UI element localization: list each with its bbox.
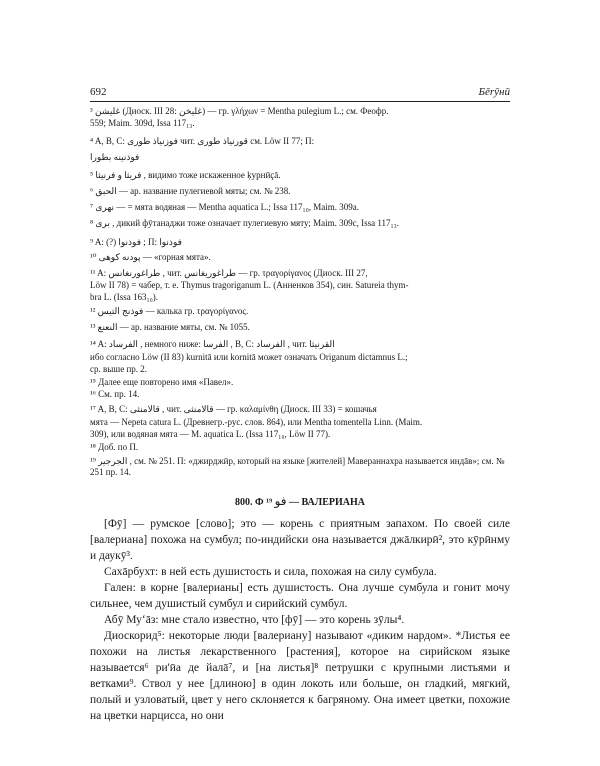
article-arabic: فو: [274, 494, 287, 508]
footnote-line: ¹⁹ الجرجير , см. № 251. П: «джирджӣр, который на языке [жителей] Мавераннахра называется индāв»; см. № 251 пр. 14.: [90, 456, 505, 477]
body-paragraph: [Фӯ] — румское [слово]; это — корень с приятным запахом. По своей силе [валериана] похожа на сумбул; по-индийски она называется джāлкирӣ², это кӯрӣнму и даукӯ³.: [90, 518, 510, 562]
body-paragraph: Сахāрбухт: в ней есть душистость и сила, похожая на силу сумбула.: [104, 566, 437, 578]
footnote-line: ⁵ فريثا و فرنيثا , видимо тоже искаженное ḳурнӣҫā.: [90, 170, 281, 180]
footnote-line: ³ غليشن (Диоск. III 28: غليخن) — гр. γλήχων = Mentha pulegium L.; см. Феофр.: [90, 106, 389, 116]
footnote-line: ¹⁷ A, B, C: قالامنثى , чит. قالامنثى — гр. καλαμίνθη (Диоск. III 33) = кошачья: [90, 404, 377, 414]
article-title: [90, 494, 510, 508]
footnote-line: Löw II 78) = чабер, т. е. Thymus tragoriganum L. (Анненков 354), син. Satureia thym-: [90, 280, 409, 290]
footnote-line: ибо согласно Löw (II 83) kurnitā или kornitā может означать Origanum dictamnus L.;: [90, 352, 408, 362]
footnote-line: ⁹ A: (?) فوذنوا ; П: فوذنوا: [90, 237, 182, 247]
footnote-line: ⁸ برى , дикий фӯтанаджи тоже означает пулегиевую мяту; Maim. 309c, Issa 117₁₃.: [90, 218, 400, 228]
footnote-line: ¹⁸ Доб. по П.: [90, 442, 139, 452]
footnote-line: ср. выше пр. 2.: [90, 364, 148, 374]
footnote-line: ¹² فوذنج التيس — калька гр. τραγορίγανος.: [90, 306, 249, 316]
page-number: 692: [90, 86, 107, 98]
header-rule: [90, 101, 510, 102]
article-name: — ВАЛЕРИАНА: [289, 497, 366, 508]
footnote-line: ¹⁶ См. пр. 14.: [90, 389, 140, 399]
footnote-line: мята — Nepeta catura L. (Древнегр.-рус. слов. 864), или Mentha tomentella Linn. (Maim.: [90, 417, 423, 427]
footnote-line: bra L. (Issa 163₁₀).: [90, 292, 159, 302]
body-paragraph: Абӯ Муʻāз: мне стало известно, что [фӯ] — это корень зӯлы⁴.: [104, 614, 405, 626]
article-marker: Ф ¹⁹: [254, 497, 273, 508]
footnote-line: ¹¹ A: طراغورنغانس , чит. طراغوريغانس — гр. τραγορίγανος (Диоск. III 27,: [90, 268, 368, 278]
page-header: [90, 86, 510, 100]
footnote-line: ¹⁴ A: الفرساد , немного ниже: الفرسا , B, C: الفرساد , чит. القرنيثا: [90, 339, 335, 349]
footnote-line: 309), или водяная мята — M. aquatica L. (Issa 117₁₀, Löw II 77).: [90, 429, 331, 439]
footnote-line: ¹⁰ پودنه كوهى — «горная мята».: [90, 252, 211, 262]
footnote-line: ⁴ A, B, C: فوزنياذ طورى чит. قورنياذ طورى см. Löw II 77; П:: [90, 136, 315, 146]
footnote-line: ¹³ النعنع — ар. название мяты, см. № 1055.: [90, 322, 250, 332]
body-paragraph: Диоскорид⁵: некоторые люди [валериану] называют «диким нардом». *Листья ее похожи на листья лекарственного [растения], которое на сирийском языке называется⁶ ри'ӣа де йалā⁷, и [на листья]⁸ петрушки с крупными листьями и ветками⁹. Ствол у нее [длиною] в один локоть или больше, он гладкий, мягкий, полый и узловатый, цвет у него склоняется к багряному. Она имеет цветки, похожие на цветки нарцисса, но они: [90, 630, 510, 722]
footnote-line: ⁶ الحبق — ар. название пулегиевой мяты; см. № 238.: [90, 186, 291, 196]
footnote-line: ¹⁵ Далее еще повторено имя «Павел».: [90, 377, 234, 387]
article-number: 800.: [234, 497, 253, 508]
body-paragraph: Гален: в корне [валерианы] есть душистость. Она лучше сумбула и гонит мочу сильнее, чем душистый сумбул и сирийский сумбул.: [90, 582, 510, 610]
footnote-line: فوذنينه بطورا: [90, 152, 140, 162]
footnote-line: ⁷ نهرى — = мята водяная — Mentha aquatica L.; Issa 117₁₀, Maim. 309a.: [90, 202, 360, 212]
running-title: Бērӯнӣ: [478, 86, 510, 98]
article-body: [90, 516, 510, 724]
footnote-line: 559; Maim. 309d, Issa 117₁₃.: [90, 118, 195, 128]
